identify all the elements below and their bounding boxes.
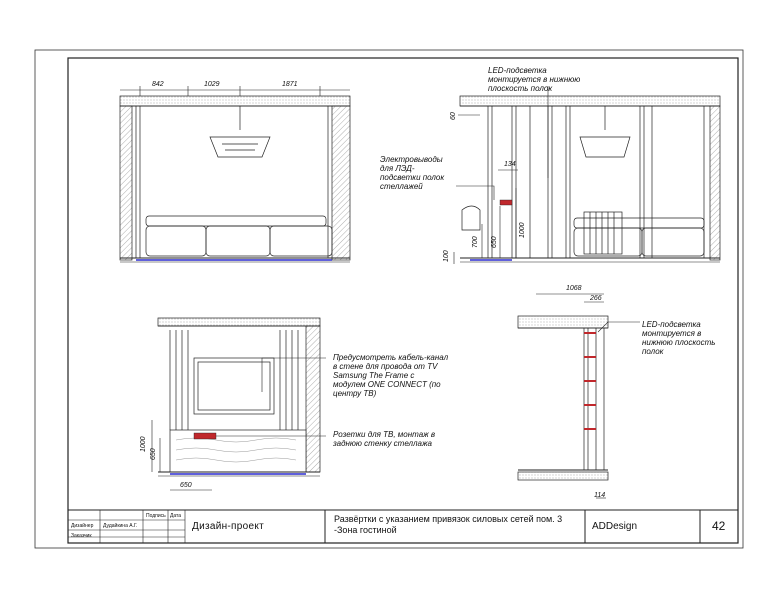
elevation-top-left: [120, 96, 350, 262]
elevation-top-right: [460, 96, 720, 262]
tv-socket-note: Розетки для ТВ, монтаж в заднюю стенку стеллажа: [333, 430, 436, 448]
tv-socket-block: [194, 433, 216, 439]
dim-1029: 1029: [204, 81, 220, 88]
inner-frame: [68, 58, 738, 543]
outer-frame: [35, 50, 743, 548]
dim-134: 134: [504, 161, 516, 168]
dim-650-vertical: 650: [150, 448, 157, 460]
cable-channel-note: Предусмотреть кабель-канал в стене для провода от TV Samsung The Frame с модулем ONE CONNECT (по центру TB): [333, 353, 449, 398]
dim-114: 114: [594, 492, 606, 499]
section-bottom-right: [518, 316, 608, 480]
dim-650: 650: [491, 236, 498, 248]
elevation-bottom-left: [158, 318, 320, 476]
outlet-note: Электровыводы для ЛЭД- подсветки полок стеллажей: [380, 155, 445, 191]
col-podpis: Подпись: [146, 513, 166, 519]
outlet-box-top-right: [500, 200, 512, 205]
dim-60: 60: [450, 112, 457, 120]
led-note-bottom: LED-подсветка монтируется в нижнюю плоскость полок: [642, 320, 716, 356]
dim-266: 266: [590, 295, 602, 302]
dim-1000-bottom: 1000: [140, 436, 147, 452]
sheet-number: 42: [712, 519, 726, 533]
customer-label: Заказчик: [71, 533, 92, 539]
project-type: Дизайн-проект: [192, 521, 265, 532]
dim-1000: 1000: [519, 222, 526, 238]
dim-1068: 1068: [566, 285, 582, 292]
studio-name: ADDesign: [592, 521, 638, 532]
dim-100: 100: [443, 250, 450, 262]
leaders-top-right: [454, 86, 548, 264]
designer-name: Дудайкина А.Г.: [103, 523, 138, 529]
dim-700: 700: [472, 236, 479, 248]
dim-650-horizontal: 650: [180, 482, 192, 489]
shelf-led-marks: [584, 332, 596, 430]
led-note-top: LED-подсветка монтируется в нижнюю плоскость полок: [488, 66, 581, 93]
col-data: Дата: [170, 513, 182, 519]
sheet-title: Развёртки с указанием привязок силовых сетей пом. 3 -Зона гостиной: [334, 514, 563, 535]
dim-842: 842: [152, 81, 164, 88]
designer-label: Дизайнер: [71, 523, 94, 529]
dim-1871: 1871: [282, 81, 298, 88]
